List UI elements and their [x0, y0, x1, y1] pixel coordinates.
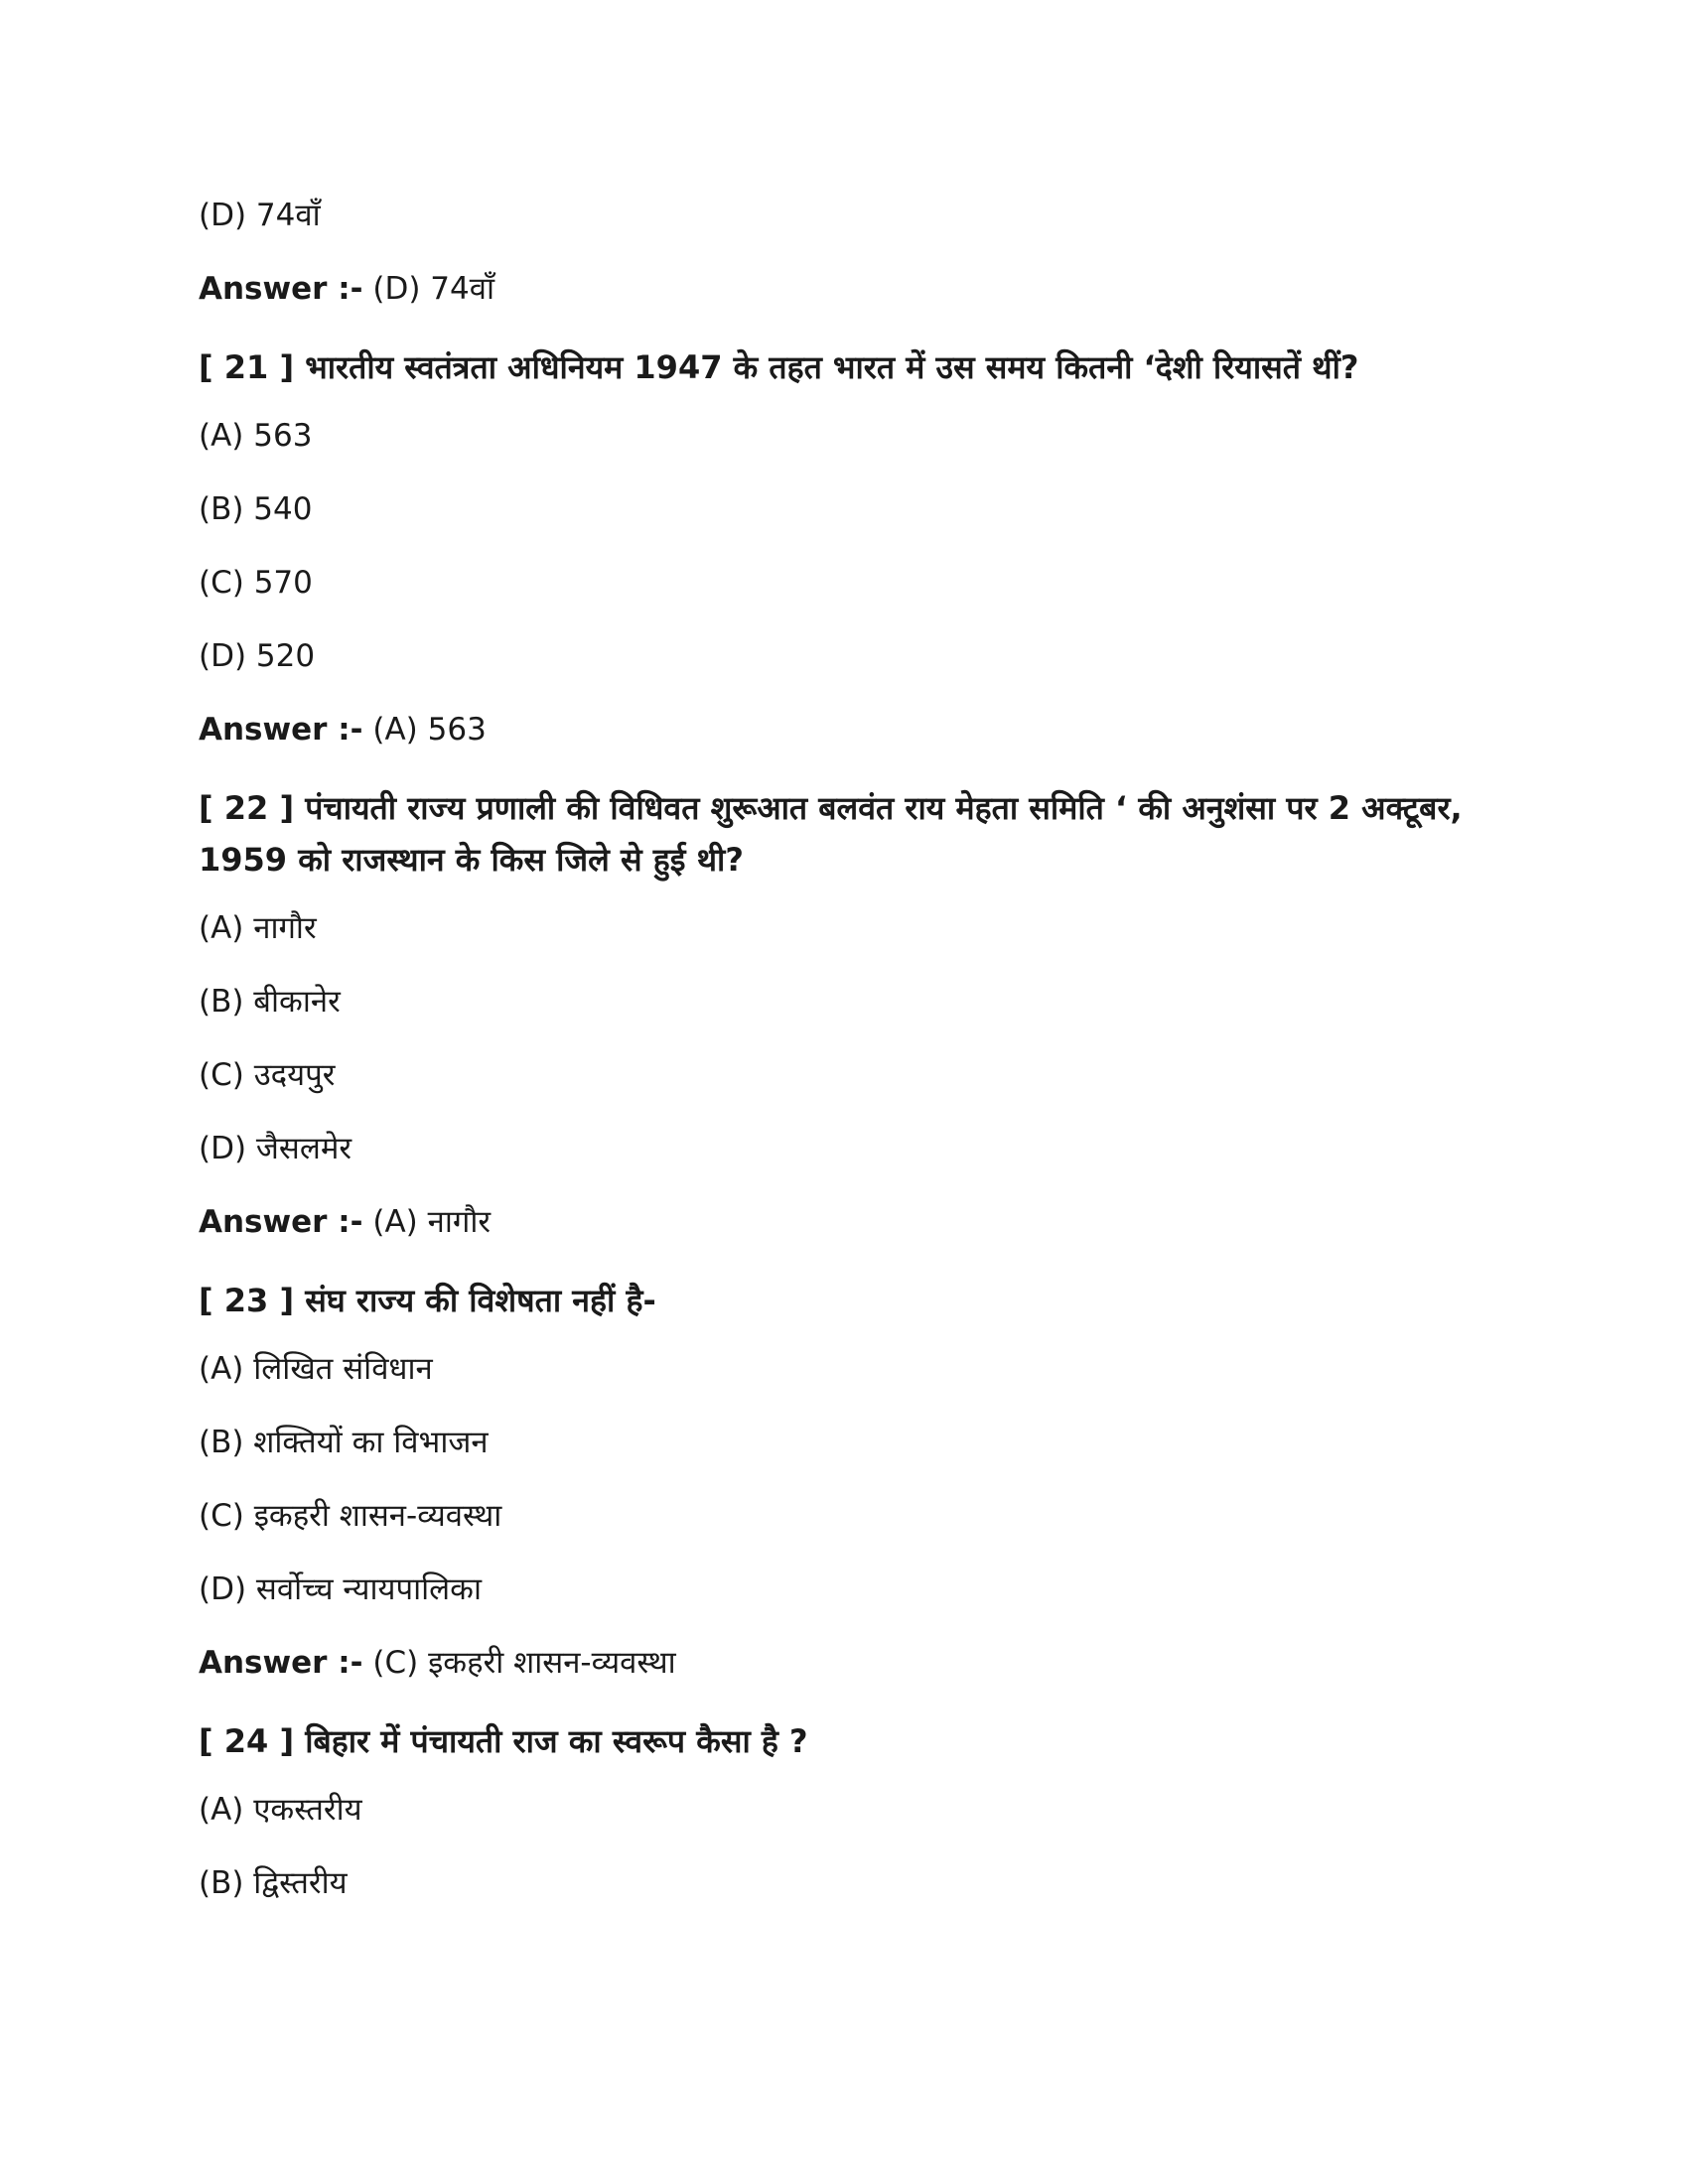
answer-value: (A) नागौर [362, 1204, 492, 1240]
option-d: (D) जैसलमेर [199, 1131, 352, 1166]
quiz-content [199, 195, 1489, 1936]
option-b: (B) बीकानेर [199, 984, 341, 1020]
answer-line [199, 1642, 1489, 1684]
option-d: (D) सर्वोच्च न्यायपालिका [199, 1571, 483, 1607]
option-b: (B) शक्तियों का विभाजन [199, 1425, 489, 1460]
answer-value: (D) 74वाँ [362, 271, 495, 307]
question-24: [ 24 ] बिहार में पंचायती राज का स्वरूप कैसा है ? [199, 1722, 808, 1760]
answer-line [199, 268, 1489, 310]
option-b: (B) 540 [199, 491, 313, 527]
option-a: (A) नागौर [199, 910, 317, 946]
option-d: (D) 520 [199, 638, 316, 674]
option-c: (C) 570 [199, 565, 313, 601]
option-d: (D) 74वाँ [199, 198, 321, 233]
option-a: (A) एकस्तरीय [199, 1792, 362, 1828]
option-b: (B) द्विस्तरीय [199, 1865, 348, 1901]
answer-line [199, 1201, 1489, 1243]
option-a: (A) 563 [199, 418, 313, 454]
answer-value: (C) इकहरी शासन-व्यवस्था [362, 1645, 676, 1681]
answer-value: (A) 563 [362, 712, 487, 748]
question-22: [ 22 ] पंचायती राज्य प्रणाली की विधिवत शुरूआत बलवंत राय मेहता समिति ‘ की अनुशंसा पर 2 अक्टूबर, 1959 को राजस्थान के किस जिले से हुई थी? [199, 789, 1463, 879]
answer-label: Answer :- [199, 1645, 363, 1681]
answer-label: Answer :- [199, 271, 363, 307]
answer-label: Answer :- [199, 712, 363, 748]
option-a: (A) लिखित संविधान [199, 1351, 433, 1387]
option-c: (C) उदयपुर [199, 1057, 336, 1093]
option-c: (C) इकहरी शासन-व्यवस्था [199, 1498, 502, 1534]
question-23: [ 23 ] संघ राज्य की विशेषता नहीं है- [199, 1282, 656, 1319]
question-21: [ 21 ] भारतीय स्वतंत्रता अधिनियम 1947 के तहत भारत में उस समय कितनी ‘देशी रियासतें थीं? [199, 348, 1359, 386]
answer-label: Answer :- [199, 1204, 363, 1240]
answer-line [199, 709, 1489, 751]
